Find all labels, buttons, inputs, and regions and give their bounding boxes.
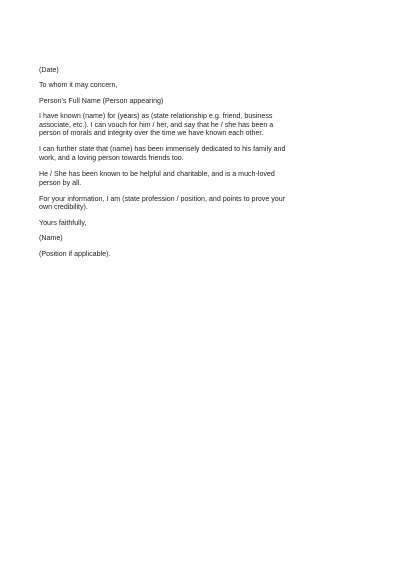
letter-paragraph-relationship: I have known (name) for (years) as (state relationship e.g. friend, business associate, etc.). I can vouch for him / her, and say that he / she has been a person of morals and integrity over the time we have known each other. bbox=[39, 112, 274, 138]
letter-person-line: Person's Full Name (Person appearing) bbox=[39, 96, 164, 105]
letter-date: (Date) bbox=[39, 66, 59, 74]
letter-paragraph-character: He / She has been known to be helpful and charitable, and is a much-loved person by all. bbox=[39, 169, 275, 187]
letter-paragraph-credibility: For your information, I am (state profession / position, and points to prove your own credibility). bbox=[39, 194, 286, 212]
letter-body bbox=[39, 66, 291, 265]
letter-signer-name: (Name) bbox=[39, 234, 63, 243]
letter-signer-position: (Position if applicable). bbox=[39, 249, 111, 258]
letter-paragraph-dedication: I can further state that (name) has been immensely dedicated to his family and work, and a loving person towards friends too. bbox=[39, 145, 286, 162]
letter-closing: Yours faithfully, bbox=[39, 219, 87, 228]
letter-salutation: To whom it may concern, bbox=[39, 81, 118, 90]
